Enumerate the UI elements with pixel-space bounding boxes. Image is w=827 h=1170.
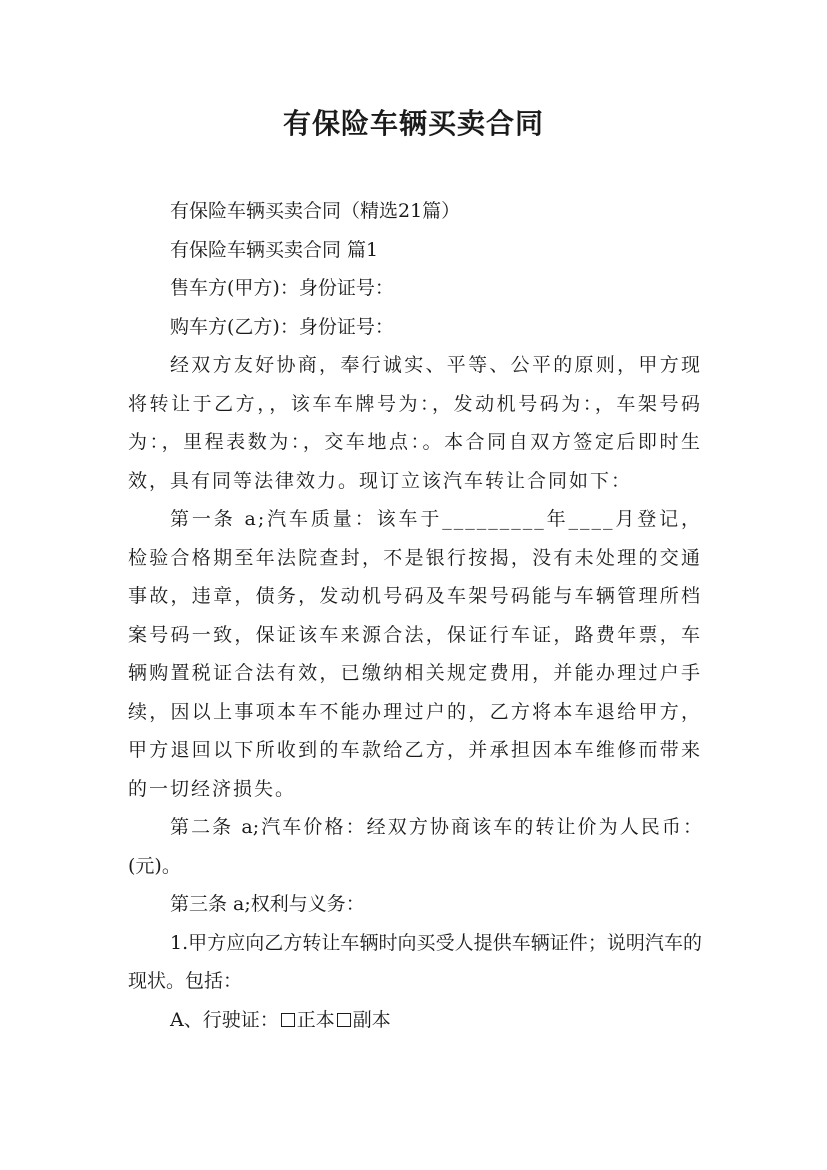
paragraph-section-heading: 有保险车辆买卖合同 篇1 xyxy=(170,238,379,261)
paragraph-buyer: 购车方(乙方)：身份证号： xyxy=(170,315,394,338)
paragraph-article-3: 第三条 a;权利与义务： xyxy=(170,893,365,915)
checkbox-icon xyxy=(337,1013,351,1027)
document-title: 有保险车辆买卖合同 xyxy=(282,107,544,140)
option-copy: 副本 xyxy=(352,1008,391,1031)
paragraph-preamble: 经双方友好协商，奉行诚实、平等、公平的原则，甲方现将转让于乙方，，该车车牌号为：，发动机号码为：，车架号码为：，里程表数为：，交车地点：。本合同自双方签定后即时生效，具有同等法律效力。现订立该汽车转让合同如下： xyxy=(128,354,702,492)
paragraph-article-2: 第二条 a;汽车价格：经双方协商该车的转让价为人民币：(元)。 xyxy=(128,816,702,877)
checkbox-icon xyxy=(281,1013,295,1027)
paragraph-seller: 售车方(甲方)：身份证号： xyxy=(170,277,394,299)
option-original: 正本 xyxy=(296,1008,335,1031)
document-body xyxy=(128,192,702,1039)
license-label: A、行驶证： xyxy=(170,1008,279,1031)
paragraph-obligation-1: 1.甲方应向乙方转让车辆时向买受人提供车辆证件；说明汽车的现状。包括： xyxy=(128,931,702,992)
paragraph-subtitle: 有保险车辆买卖合同（精选21篇） xyxy=(170,200,461,222)
paragraph-article-1: 第一条 a;汽车质量：该车于_________年____月登记，检验合格期至年法院查封，不是银行按揭，没有未处理的交通事故，违章，债务，发动机号码及车架号码能与车辆管理所档案号码一致，保证该车来源合法，保证行车证，路费年票，车辆购置税证合法有效，已缴纳相关规定费用，并能办理过户手续，因以上事项本车不能办理过户的，乙方将本车退给甲方，甲方退回以下所收到的车款给乙方，并承担因本车维修而带来的一切经济损失。 xyxy=(128,508,702,800)
paragraph-license-options xyxy=(128,1001,702,1040)
